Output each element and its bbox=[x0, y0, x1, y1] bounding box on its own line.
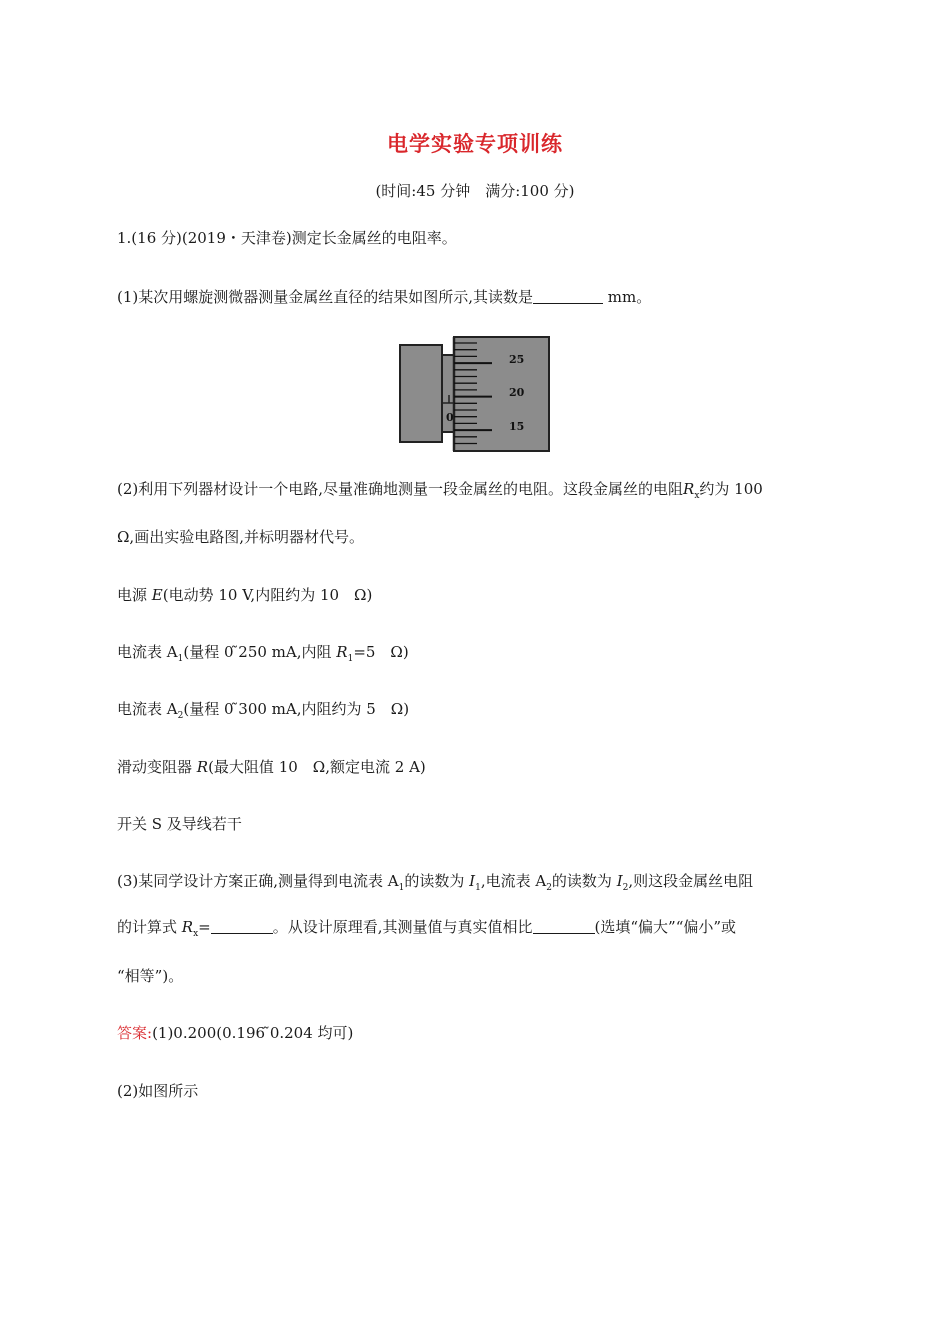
page-title: 电学实验专项训练 bbox=[387, 132, 563, 156]
part-3-text-d: 的读数为 bbox=[551, 872, 617, 890]
part-3-compare-text: 。从设计原理看,其测量值与真实值相比 bbox=[272, 918, 533, 936]
question-1-part-2-line-1 bbox=[117, 478, 763, 501]
micrometer-figure bbox=[397, 333, 553, 455]
part-3-choices-end: “相等”)。 bbox=[117, 967, 184, 985]
source-label: 电源 bbox=[117, 586, 152, 604]
switch-text: 开关 S 及导线若干 bbox=[117, 815, 242, 833]
rheostat-spec: (最大阻值 10 Ω,额定电流 2 A) bbox=[208, 758, 426, 776]
part-3-text-e: ,则这段金属丝电阻 bbox=[628, 872, 754, 890]
equipment-ammeter-a2 bbox=[117, 698, 409, 721]
question-1-header bbox=[117, 227, 457, 248]
answer-blank-1[interactable] bbox=[533, 288, 603, 304]
question-1-part-1 bbox=[117, 286, 651, 307]
equipment-switch bbox=[117, 813, 242, 834]
answer-part-2: (2)如图所示 bbox=[117, 1082, 199, 1100]
i2-symbol: I bbox=[616, 872, 623, 890]
micrometer-thimble bbox=[454, 337, 549, 451]
part-2-text-2: Ω,画出实验电路图,并标明器材代号。 bbox=[117, 528, 364, 546]
answer-label: 答案: bbox=[117, 1024, 153, 1042]
part-1-unit: mm。 bbox=[603, 288, 652, 306]
i2-subscript: 2 bbox=[622, 883, 629, 893]
r1-symbol: R bbox=[336, 643, 348, 661]
answer-line-1 bbox=[117, 1022, 353, 1043]
a1-label: 电流表 A bbox=[117, 643, 178, 661]
equals-sign: = bbox=[198, 918, 211, 936]
rx-symbol: R bbox=[683, 480, 695, 498]
rx-formula-subscript: x bbox=[193, 929, 199, 939]
time-score-info: (时间:45 分钟 满分:100 分) bbox=[375, 182, 575, 200]
equipment-ammeter-a1 bbox=[117, 641, 409, 664]
a2-label: 电流表 A bbox=[117, 700, 178, 718]
part-3-text-a: (3)某同学设计方案正确,测量得到电流表 A bbox=[117, 872, 399, 890]
thimble-label-20: 20 bbox=[509, 386, 525, 399]
rheostat-symbol: R bbox=[196, 758, 209, 776]
i1-symbol: I bbox=[469, 872, 476, 890]
rheostat-label: 滑动变阻器 bbox=[117, 758, 197, 776]
micrometer-frame bbox=[400, 345, 442, 442]
answer-part-1: (1)0.200(0.196 ̃0.204 均可) bbox=[152, 1024, 354, 1042]
main-scale-zero: 0 bbox=[446, 411, 454, 424]
part-3-choices: (选填“偏大”“偏小”或 bbox=[594, 918, 737, 936]
part-1-text: (1)某次用螺旋测微器测量金属丝直径的结果如图所示,其读数是 bbox=[117, 288, 534, 306]
part-3-a2-subscript: 2 bbox=[546, 883, 552, 893]
a2-spec: (量程 0 ̃300 mA,内阻约为 5 Ω) bbox=[183, 700, 410, 718]
rx-subscript: x bbox=[694, 491, 700, 501]
a1-spec: (量程 0 ̃250 mA,内阻 bbox=[183, 643, 337, 661]
question-1-part-2-line-2 bbox=[117, 526, 364, 547]
a2-subscript: 2 bbox=[177, 711, 184, 721]
r1-subscript: 1 bbox=[347, 654, 354, 664]
answer-blank-rx[interactable] bbox=[211, 918, 273, 934]
part-2-text-end: 约为 100 bbox=[699, 480, 763, 498]
i1-subscript: 1 bbox=[475, 883, 481, 893]
question-1-header-text: 1.(16 分)(2019・天津卷)测定长金属丝的电阻率。 bbox=[117, 229, 457, 247]
source-spec: (电动势 10 V,内阻约为 10 Ω) bbox=[162, 586, 373, 604]
answer-line-2 bbox=[117, 1080, 198, 1101]
part-3-formula-label: 的计算式 bbox=[117, 918, 182, 936]
thimble-label-15: 15 bbox=[509, 420, 525, 433]
source-symbol: E bbox=[151, 586, 163, 604]
question-1-part-3-line-1 bbox=[117, 870, 753, 893]
answer-blank-compare[interactable] bbox=[533, 918, 595, 934]
part-3-text-c: ,电流表 A bbox=[480, 872, 547, 890]
part-3-a1-subscript: 1 bbox=[398, 883, 405, 893]
question-1-part-3-line-3 bbox=[117, 965, 183, 986]
thimble-label-25: 25 bbox=[509, 353, 525, 366]
part-2-text: (2)利用下列器材设计一个电路,尽量准确地测量一段金属丝的电阻。这段金属丝的电阻 bbox=[117, 480, 684, 498]
rx-formula-symbol: R bbox=[181, 918, 194, 936]
part-3-text-b: 的读数为 bbox=[404, 872, 470, 890]
equipment-rheostat bbox=[117, 756, 426, 777]
a1-subscript: 1 bbox=[177, 654, 184, 664]
equipment-source bbox=[117, 584, 372, 605]
a1-spec-end: =5 Ω) bbox=[353, 643, 409, 661]
question-1-part-3-line-2 bbox=[117, 916, 736, 939]
